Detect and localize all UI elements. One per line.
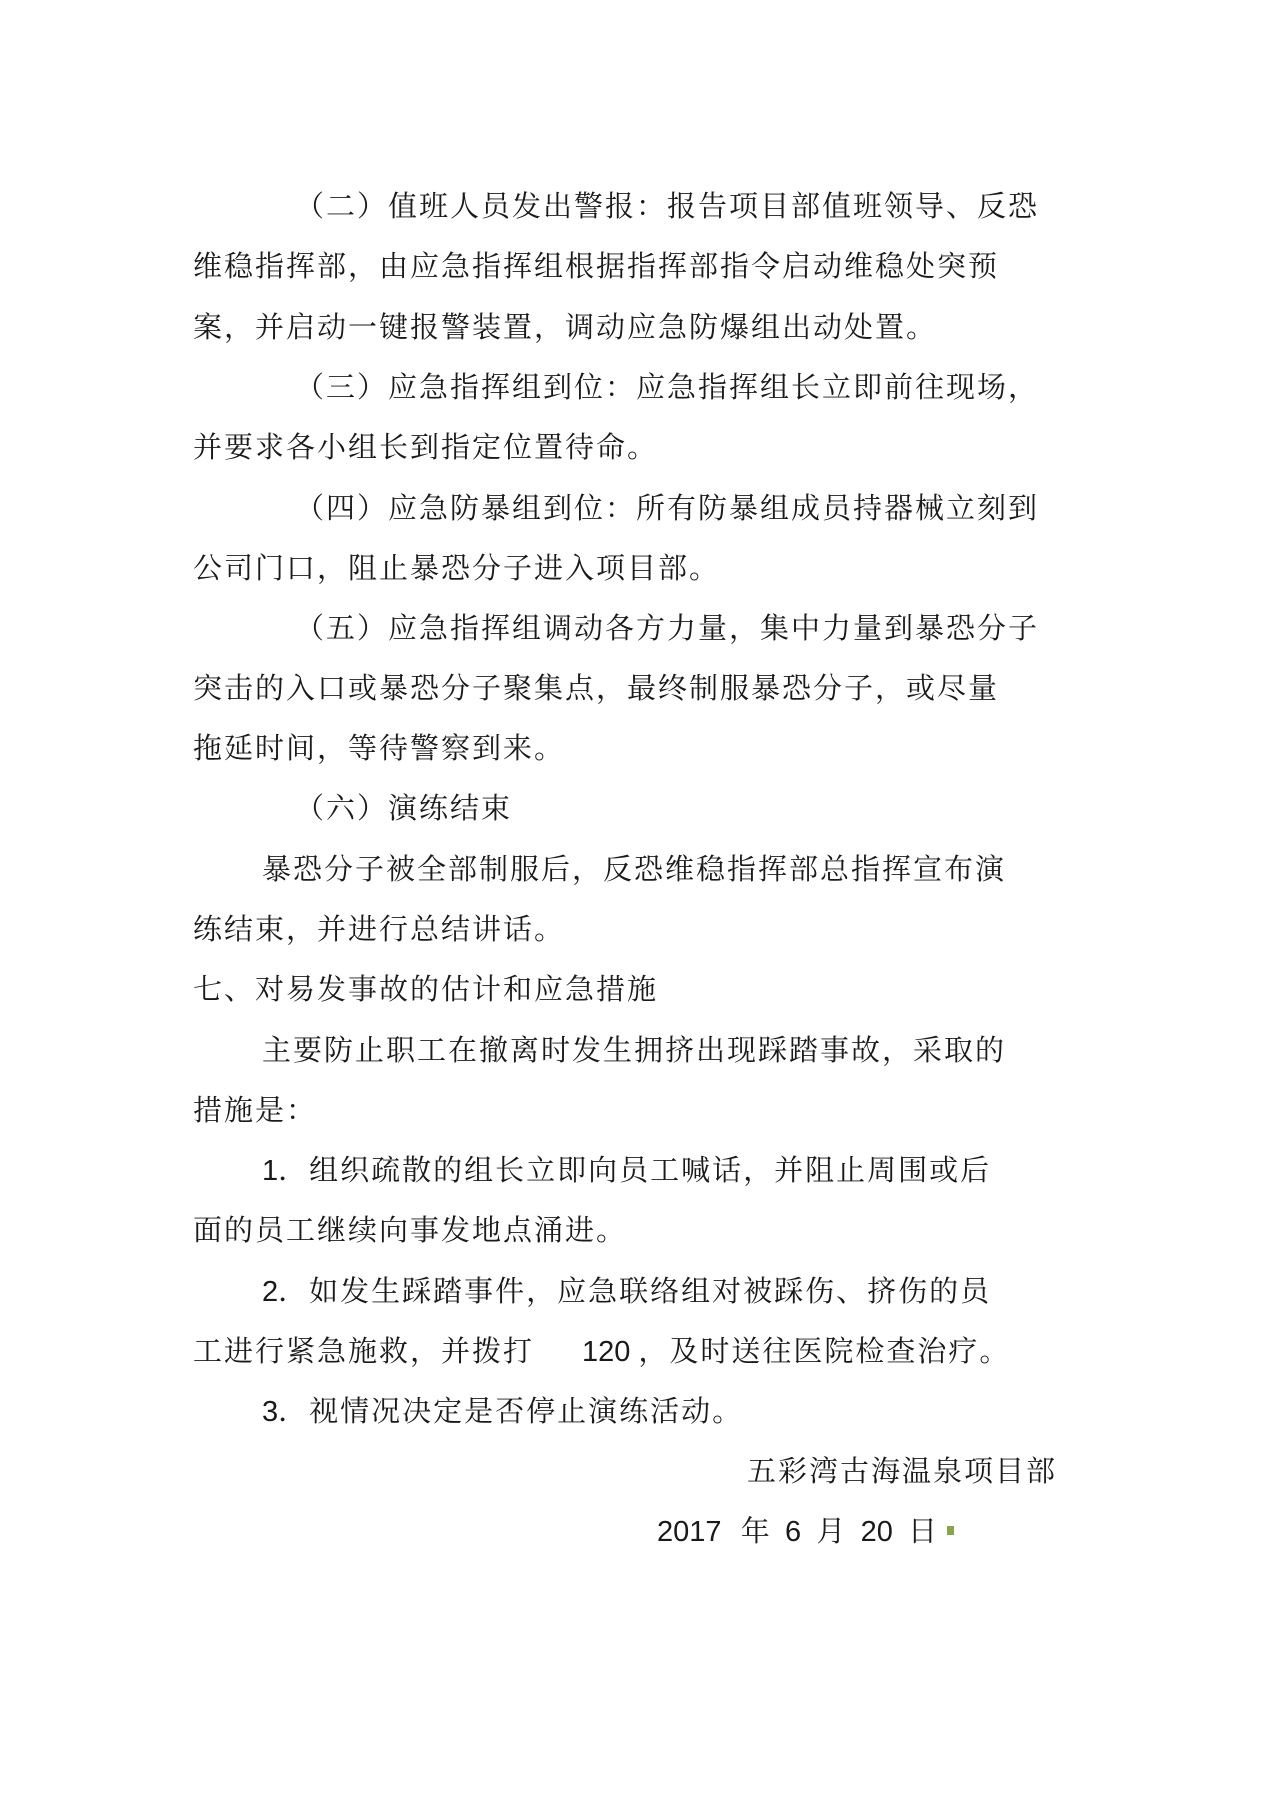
paragraph-8-line-2: 措施是： — [193, 1093, 318, 1127]
list-item-3-number: 3 — [262, 1396, 279, 1428]
paragraph-8-line-1: 主要防止职工在撤离时发生拥挤出现踩踏事故，采取的 — [262, 1033, 1007, 1067]
list-item-1-text: ．组织疏散的组长立即向员工喊话，并阻止周围或后 — [278, 1153, 992, 1187]
paragraph-2-line-2: 维稳指挥部，由应急指挥组根据指挥部指令启动维稳处突预 — [193, 249, 1000, 283]
date-year-unit: 年 — [740, 1514, 770, 1548]
date-day-unit: 日 — [908, 1514, 938, 1548]
signature-organization: 五彩湾古海温泉项目部 — [747, 1454, 1058, 1488]
list-item-3-text: ．视情况决定是否停止演练活动。 — [278, 1394, 744, 1428]
date-month: 6 — [784, 1516, 802, 1548]
paragraph-4-line-2: 公司门口，阻止暴恐分子进入项目部。 — [193, 551, 721, 585]
list-item-1-line-2: 面的员工继续向事发地点涌进。 — [193, 1213, 628, 1247]
list-item-2-line-2 — [193, 1333, 1010, 1370]
paragraph-7-line-2: 练结束，并进行总结讲话。 — [193, 912, 566, 946]
list-item-3-line-1 — [262, 1393, 743, 1430]
paragraph-5-line-1: （五）应急指挥组调动各方力量，集中力量到暴恐分子 — [295, 611, 1040, 645]
list-item-2-number: 2 — [262, 1276, 279, 1308]
date-day: 20 — [860, 1516, 893, 1548]
list-item-2-text: ．如发生踩踏事件，应急联络组对被踩伤、挤伤的员 — [278, 1274, 992, 1308]
list-item-2-text-b: ，及时送往医院检查治疗。 — [638, 1334, 1011, 1368]
list-item-2-line-1 — [262, 1273, 991, 1310]
list-item-2-text-a: 工进行紧急施救，并拨打 — [193, 1334, 535, 1368]
signature-date — [657, 1513, 937, 1550]
list-item-1-line-1 — [262, 1152, 991, 1189]
section-heading-7: 七、对易发事故的估计和应急措施 — [193, 972, 659, 1006]
date-month-unit: 月 — [816, 1514, 846, 1548]
edit-marker — [947, 1526, 954, 1535]
paragraph-2-line-3: 案，并启动一键报警装置，调动应急防爆组出动处置。 — [193, 310, 938, 344]
paragraph-6-line-1: （六）演练结束 — [295, 791, 513, 825]
paragraph-3-line-1: （三）应急指挥组到位：应急指挥组长立即前往现场， — [295, 370, 1040, 404]
paragraph-5-line-3: 拖延时间，等待警察到来。 — [193, 731, 566, 765]
paragraph-7-line-1: 暴恐分子被全部制服后，反恐维稳指挥部总指挥宣布演 — [262, 852, 1007, 886]
paragraph-4-line-1: （四）应急防暴组到位：所有防暴组成员持器械立刻到 — [295, 491, 1040, 525]
paragraph-2-line-1: （二）值班人员发出警报：报告项目部值班领导、反恐 — [295, 189, 1040, 223]
paragraph-5-line-2: 突击的入口或暴恐分子聚集点，最终制服暴恐分子，或尽量 — [193, 671, 1000, 705]
emergency-number: 120 — [582, 1336, 631, 1368]
list-item-1-number: 1 — [262, 1155, 279, 1187]
date-year: 2017 — [657, 1516, 722, 1548]
paragraph-3-line-2: 并要求各小组长到指定位置待命。 — [193, 430, 659, 464]
